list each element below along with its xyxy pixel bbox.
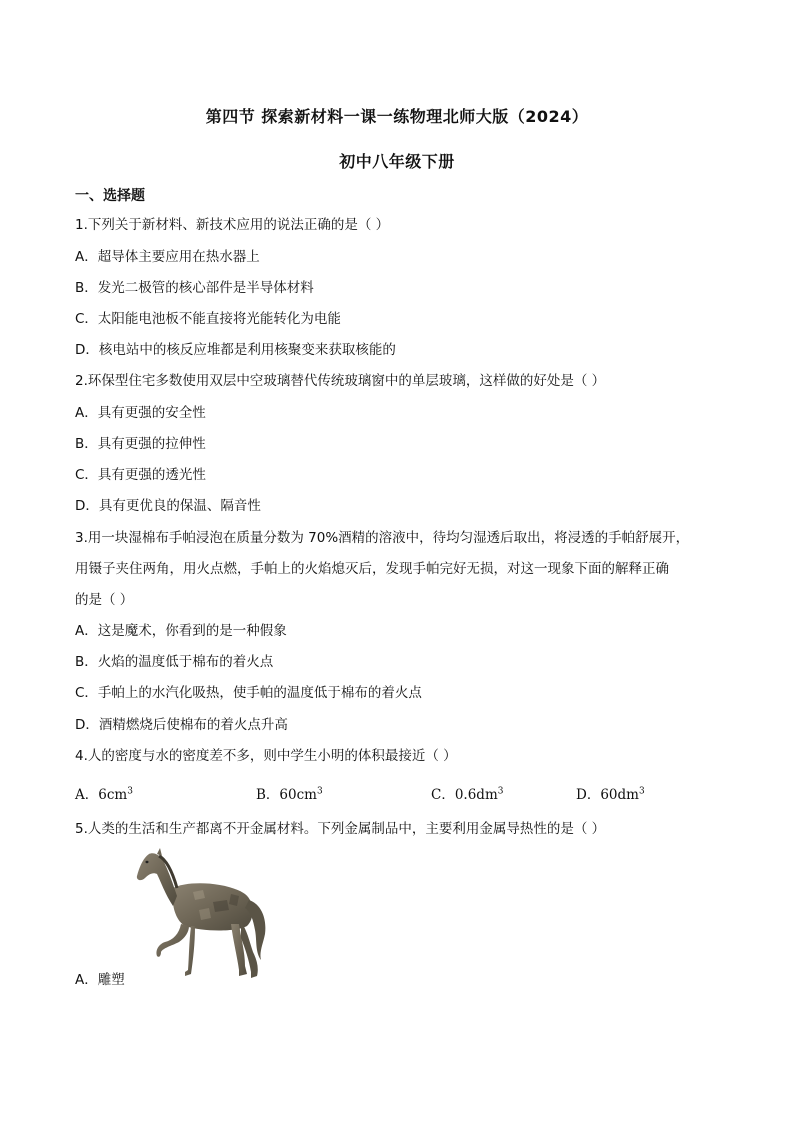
document-title: 第四节 探索新材料一课一练物理北师大版（2024）: [205, 107, 589, 126]
question-3-stem-line-3: 的是（ ）: [75, 592, 134, 608]
question-1-option-c: C．太阳能电池板不能直接将光能转化为电能: [75, 311, 341, 327]
question-2-option-c: C．具有更强的透光性: [75, 467, 206, 483]
question-2-stem: 2.环保型住宅多数使用双层中空玻璃替代传统玻璃窗中的单层玻璃，这样做的好处是（ ）: [75, 373, 606, 389]
question-4-stem: 4.人的密度与水的密度差不多，则中学生小明的体积最接近（ ）: [75, 748, 457, 764]
question-4-option-d: D．$60dm^3$: [576, 786, 645, 803]
question-1-option-a: A．超导体主要应用在热水器上: [75, 249, 260, 265]
question-3-option-a: A．这是魔术，你看到的是一种假象: [75, 623, 287, 639]
question-3-stem-line-1: 3.用一块湿棉布手帕浸泡在质量分数为 70%酒精的溶液中，待均匀湿透后取出，将浸透的手帕舒展开，: [75, 530, 690, 546]
question-2-option-a: A．具有更强的安全性: [75, 405, 206, 421]
question-4-options: [75, 783, 715, 807]
question-2-option-d: D．具有更优良的保温、隔音性: [75, 498, 261, 514]
question-4-option-a: A．$6cm^3$: [75, 786, 133, 803]
question-3-stem-line-2: 用镊子夹住两角，用火点燃，手帕上的火焰熄灭后，发现手帕完好无损，对这一现象下面的解释正确: [75, 561, 669, 577]
question-4-option-b: B．$60cm^3$: [256, 786, 323, 803]
question-1-option-b: B．发光二极管的核心部件是半导体材料: [75, 280, 314, 296]
question-3-option-b: B．火焰的温度低于棉布的着火点: [75, 654, 274, 670]
question-2-option-b: B．具有更强的拉伸性: [75, 436, 206, 452]
question-4-option-c: C．$0.6dm^3$: [431, 786, 504, 803]
question-5-option-a: A．雕塑: [75, 972, 125, 988]
section-heading: 一、选择题: [75, 188, 145, 204]
question-3-option-c: C．手帕上的水汽化吸热，使手帕的温度低于棉布的着火点: [75, 685, 422, 701]
question-3-option-d: D．酒精燃烧后使棉布的着火点升高: [75, 717, 288, 733]
question-1-option-d: D．核电站中的核反应堆都是利用核聚变来获取核能的: [75, 342, 396, 358]
document-subtitle: 初中八年级下册: [339, 152, 455, 171]
question-1-stem: 1.下列关于新材料、新技术应用的说法正确的是（ ）: [75, 217, 390, 233]
horse-sculpture-image: [133, 848, 275, 984]
question-5-stem: 5.人类的生活和生产都离不开金属材料。下列金属制品中，主要利用金属导热性的是（ ）: [75, 821, 606, 837]
